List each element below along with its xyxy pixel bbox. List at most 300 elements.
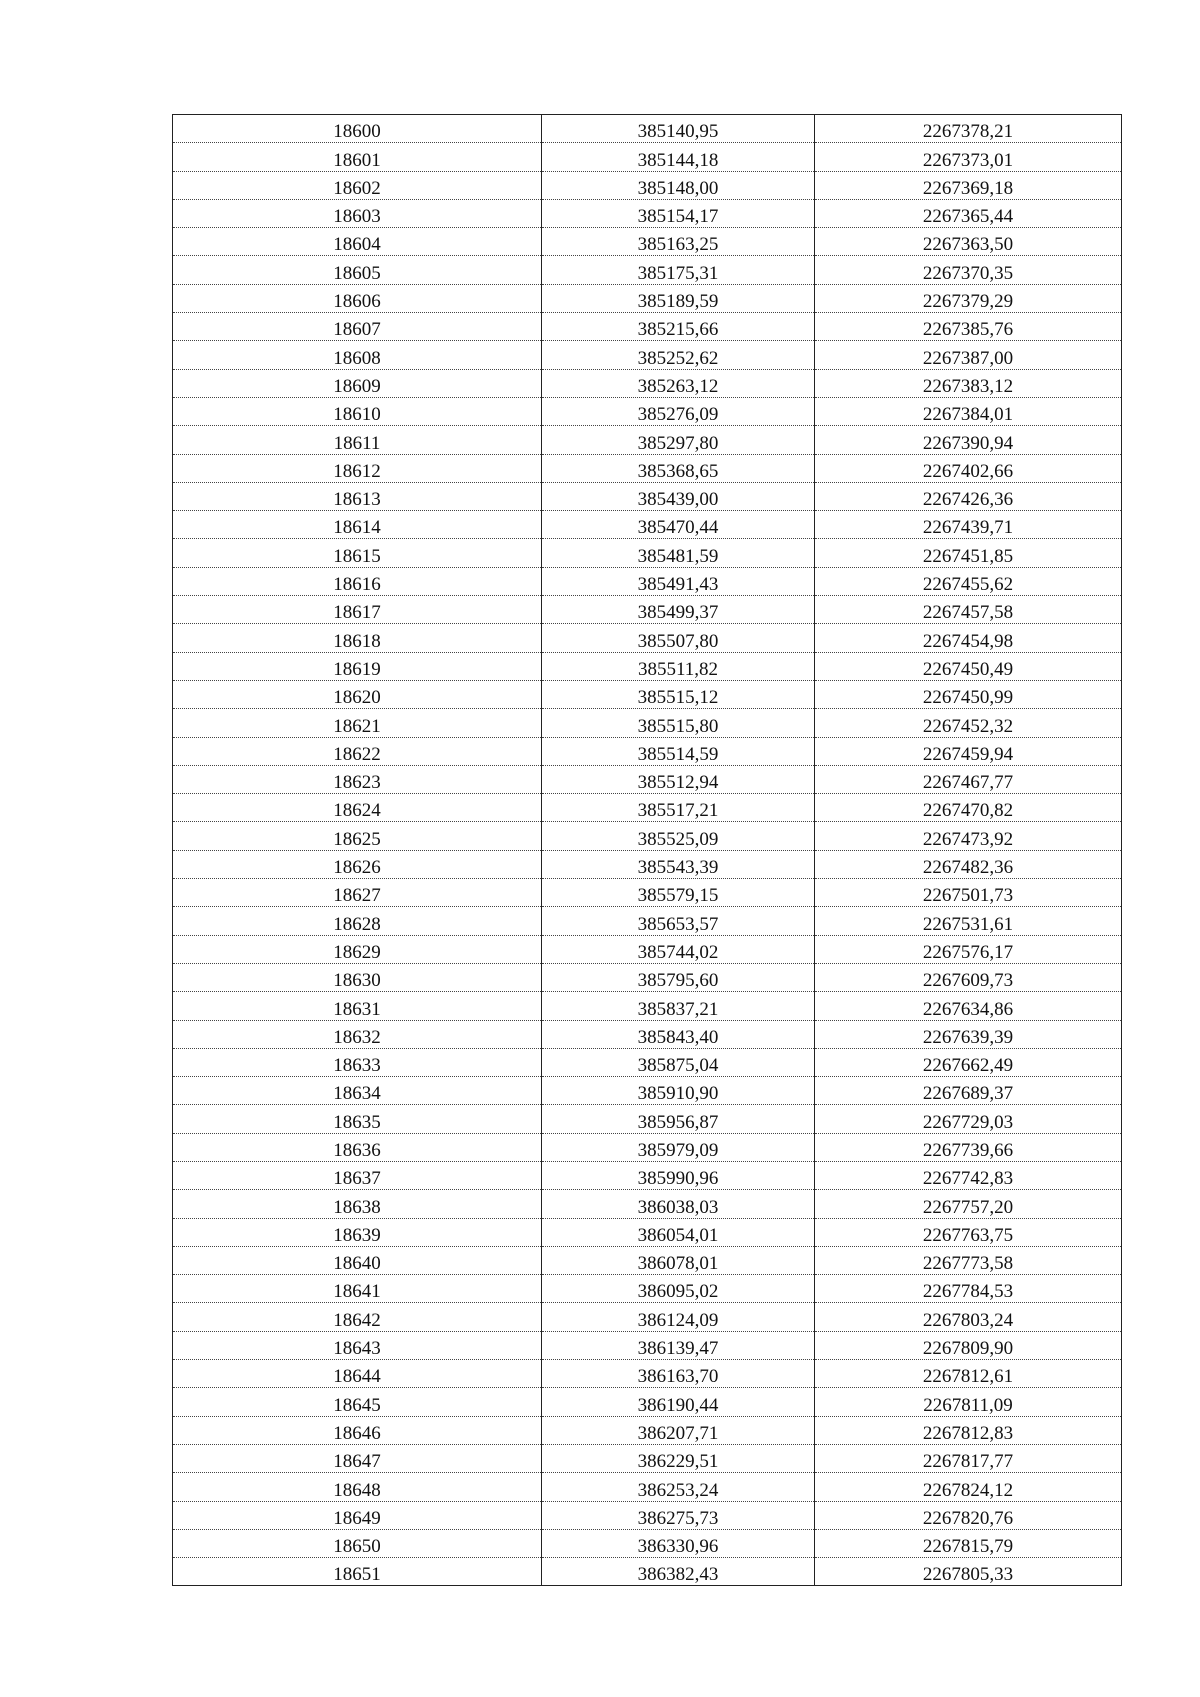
point-number-cell (173, 539, 542, 567)
table-row (173, 596, 1122, 624)
cell-text: 386229,51 (637, 1451, 719, 1473)
point-number-cell (173, 454, 542, 482)
cell-text: 2267365,44 (922, 206, 1014, 228)
table-row (173, 737, 1122, 765)
x-coordinate-cell (542, 454, 815, 482)
cell-text: 2267450,99 (922, 687, 1014, 709)
cell-text: 18612 (333, 460, 381, 482)
cell-text: 385543,39 (637, 857, 719, 879)
cell-text: 18616 (333, 574, 381, 596)
y-coordinate-cell (815, 963, 1122, 991)
x-coordinate-cell (542, 1558, 815, 1586)
cell-text: 385843,40 (637, 1026, 719, 1048)
point-number-cell (173, 369, 542, 397)
cell-text: 18621 (333, 715, 381, 737)
x-coordinate-cell (542, 850, 815, 878)
point-number-cell (173, 1190, 542, 1218)
y-coordinate-cell (815, 850, 1122, 878)
cell-text: 2267812,83 (922, 1422, 1014, 1444)
cell-text: 385514,59 (637, 743, 719, 765)
cell-text: 2267383,12 (922, 375, 1014, 397)
cell-text: 386253,24 (637, 1479, 719, 1501)
x-coordinate-cell (542, 1416, 815, 1444)
point-number-cell (173, 1444, 542, 1472)
cell-text: 2267482,36 (922, 857, 1014, 879)
table-row (173, 143, 1122, 171)
cell-text: 386163,70 (637, 1366, 719, 1388)
x-coordinate-cell (542, 539, 815, 567)
cell-text: 386038,03 (637, 1196, 719, 1218)
cell-text: 385297,80 (637, 432, 719, 454)
x-coordinate-cell (542, 794, 815, 822)
cell-text: 385512,94 (637, 772, 719, 794)
y-coordinate-cell (815, 228, 1122, 256)
cell-text: 2267805,33 (922, 1564, 1014, 1586)
x-coordinate-cell (542, 313, 815, 341)
y-coordinate-cell (815, 1529, 1122, 1557)
cell-text: 18610 (333, 404, 381, 426)
cell-text: 18606 (333, 291, 381, 313)
point-number-cell (173, 935, 542, 963)
y-coordinate-cell (815, 822, 1122, 850)
table-row (173, 1190, 1122, 1218)
x-coordinate-cell (542, 709, 815, 737)
x-coordinate-cell (542, 822, 815, 850)
point-number-cell (173, 482, 542, 510)
cell-text: 18645 (333, 1394, 381, 1416)
table-row (173, 1558, 1122, 1586)
y-coordinate-cell (815, 1020, 1122, 1048)
x-coordinate-cell (542, 1275, 815, 1303)
x-coordinate-cell (542, 1331, 815, 1359)
y-coordinate-cell (815, 341, 1122, 369)
cell-text: 18613 (333, 489, 381, 511)
y-coordinate-cell (815, 1133, 1122, 1161)
point-number-cell (173, 794, 542, 822)
y-coordinate-cell (815, 482, 1122, 510)
point-number-cell (173, 426, 542, 454)
cell-text: 18603 (333, 206, 381, 228)
y-coordinate-cell (815, 1558, 1122, 1586)
cell-text: 18623 (333, 772, 381, 794)
x-coordinate-cell (542, 963, 815, 991)
table-row (173, 199, 1122, 227)
x-coordinate-cell (542, 1444, 815, 1472)
cell-text: 18650 (333, 1536, 381, 1558)
point-number-cell (173, 228, 542, 256)
x-coordinate-cell (542, 1303, 815, 1331)
cell-text: 18638 (333, 1196, 381, 1218)
y-coordinate-cell (815, 1077, 1122, 1105)
cell-text: 18648 (333, 1479, 381, 1501)
table-row (173, 454, 1122, 482)
cell-text: 18624 (333, 800, 381, 822)
y-coordinate-cell (815, 680, 1122, 708)
point-number-cell (173, 1388, 542, 1416)
cell-text: 18625 (333, 828, 381, 850)
cell-text: 386190,44 (637, 1394, 719, 1416)
cell-text: 385990,96 (637, 1168, 719, 1190)
y-coordinate-cell (815, 1105, 1122, 1133)
y-coordinate-cell (815, 1388, 1122, 1416)
y-coordinate-cell (815, 454, 1122, 482)
cell-text: 385744,02 (637, 941, 719, 963)
x-coordinate-cell (542, 369, 815, 397)
y-coordinate-cell (815, 1303, 1122, 1331)
cell-text: 386382,43 (637, 1564, 719, 1586)
point-number-cell (173, 284, 542, 312)
cell-text: 2267739,66 (922, 1139, 1014, 1161)
table-row (173, 1331, 1122, 1359)
y-coordinate-cell (815, 652, 1122, 680)
x-coordinate-cell (542, 1105, 815, 1133)
cell-text: 385154,17 (637, 206, 719, 228)
y-coordinate-cell (815, 879, 1122, 907)
x-coordinate-cell (542, 935, 815, 963)
x-coordinate-cell (542, 652, 815, 680)
cell-text: 2267609,73 (922, 970, 1014, 992)
cell-text: 2267811,09 (923, 1394, 1013, 1416)
y-coordinate-cell (815, 1501, 1122, 1529)
cell-text: 385144,18 (637, 149, 719, 171)
cell-text: 18627 (333, 885, 381, 907)
cell-text: 2267451,85 (922, 545, 1014, 567)
cell-text: 18647 (333, 1451, 381, 1473)
y-coordinate-cell (815, 426, 1122, 454)
table-row (173, 879, 1122, 907)
table-row (173, 907, 1122, 935)
point-number-cell (173, 709, 542, 737)
table-row (173, 1303, 1122, 1331)
point-number-cell (173, 143, 542, 171)
cell-text: 18632 (333, 1026, 381, 1048)
cell-text: 385439,00 (637, 489, 719, 511)
table-row (173, 992, 1122, 1020)
table-row (173, 567, 1122, 595)
cell-text: 2267384,01 (922, 404, 1014, 426)
cell-text: 385511,82 (637, 658, 719, 680)
cell-text: 2267370,35 (922, 262, 1014, 284)
x-coordinate-cell (542, 426, 815, 454)
cell-text: 18633 (333, 1055, 381, 1077)
table-row (173, 1105, 1122, 1133)
point-number-cell (173, 567, 542, 595)
cell-text: 385252,62 (637, 347, 719, 369)
cell-text: 385163,25 (637, 234, 719, 256)
cell-text: 2267757,20 (922, 1196, 1014, 1218)
point-number-cell (173, 850, 542, 878)
cell-text: 385215,66 (637, 319, 719, 341)
y-coordinate-cell (815, 1416, 1122, 1444)
cell-text: 18651 (333, 1564, 381, 1586)
y-coordinate-cell (815, 1048, 1122, 1076)
table-row (173, 765, 1122, 793)
table-row (173, 1048, 1122, 1076)
table-row (173, 1275, 1122, 1303)
cell-text: 18619 (333, 658, 381, 680)
cell-text: 385910,90 (637, 1083, 719, 1105)
x-coordinate-cell (542, 115, 815, 143)
y-coordinate-cell (815, 1331, 1122, 1359)
cell-text: 2267639,39 (922, 1026, 1014, 1048)
cell-text: 2267742,83 (922, 1168, 1014, 1190)
y-coordinate-cell (815, 115, 1122, 143)
x-coordinate-cell (542, 879, 815, 907)
cell-text: 385368,65 (637, 460, 719, 482)
cell-text: 18609 (333, 375, 381, 397)
cell-text: 18615 (333, 545, 381, 567)
point-number-cell (173, 1275, 542, 1303)
point-number-cell (173, 171, 542, 199)
cell-text: 2267803,24 (922, 1309, 1014, 1331)
y-coordinate-cell (815, 624, 1122, 652)
cell-text: 18644 (333, 1366, 381, 1388)
y-coordinate-cell (815, 171, 1122, 199)
table-row (173, 341, 1122, 369)
table-row (173, 1388, 1122, 1416)
cell-text: 18607 (333, 319, 381, 341)
point-number-cell (173, 1331, 542, 1359)
point-number-cell (173, 1048, 542, 1076)
cell-text: 385515,80 (637, 715, 719, 737)
y-coordinate-cell (815, 1246, 1122, 1274)
table-row (173, 171, 1122, 199)
cell-text: 2267402,66 (922, 460, 1014, 482)
y-coordinate-cell (815, 1218, 1122, 1246)
cell-text: 18614 (333, 517, 381, 539)
cell-text: 386275,73 (637, 1507, 719, 1529)
x-coordinate-cell (542, 907, 815, 935)
cell-text: 385979,09 (637, 1139, 719, 1161)
point-number-cell (173, 963, 542, 991)
cell-text: 2267689,37 (922, 1083, 1014, 1105)
point-number-cell (173, 341, 542, 369)
cell-text: 385956,87 (637, 1111, 719, 1133)
cell-text: 2267452,32 (922, 715, 1014, 737)
cell-text: 2267662,49 (922, 1055, 1014, 1077)
table-row (173, 1133, 1122, 1161)
cell-text: 2267379,29 (922, 291, 1014, 313)
y-coordinate-cell (815, 1360, 1122, 1388)
point-number-cell (173, 737, 542, 765)
cell-text: 385517,21 (637, 800, 719, 822)
table-row (173, 963, 1122, 991)
x-coordinate-cell (542, 1190, 815, 1218)
point-number-cell (173, 1501, 542, 1529)
cell-text: 386139,47 (637, 1338, 719, 1360)
cell-text: 18646 (333, 1422, 381, 1444)
x-coordinate-cell (542, 624, 815, 652)
cell-text: 386330,96 (637, 1536, 719, 1558)
cell-text: 386078,01 (637, 1253, 719, 1275)
y-coordinate-cell (815, 794, 1122, 822)
cell-text: 18643 (333, 1338, 381, 1360)
x-coordinate-cell (542, 1077, 815, 1105)
cell-text: 2267815,79 (922, 1536, 1014, 1558)
cell-text: 2267473,92 (922, 828, 1014, 850)
point-number-cell (173, 1529, 542, 1557)
table-row (173, 1077, 1122, 1105)
y-coordinate-cell (815, 256, 1122, 284)
cell-text: 385837,21 (637, 998, 719, 1020)
point-number-cell (173, 1020, 542, 1048)
y-coordinate-cell (815, 935, 1122, 963)
y-coordinate-cell (815, 1190, 1122, 1218)
point-number-cell (173, 1218, 542, 1246)
cell-text: 18601 (333, 149, 381, 171)
y-coordinate-cell (815, 992, 1122, 1020)
x-coordinate-cell (542, 341, 815, 369)
cell-text: 2267634,86 (922, 998, 1014, 1020)
table-row (173, 1529, 1122, 1557)
x-coordinate-cell (542, 1388, 815, 1416)
point-number-cell (173, 907, 542, 935)
table-row (173, 1416, 1122, 1444)
cell-text: 2267784,53 (922, 1281, 1014, 1303)
cell-text: 18600 (333, 121, 381, 143)
point-number-cell (173, 822, 542, 850)
x-coordinate-cell (542, 482, 815, 510)
coordinates-table-body (173, 115, 1122, 1586)
y-coordinate-cell (815, 596, 1122, 624)
x-coordinate-cell (542, 567, 815, 595)
table-row (173, 794, 1122, 822)
point-number-cell (173, 1416, 542, 1444)
cell-text: 2267820,76 (922, 1507, 1014, 1529)
cell-text: 18635 (333, 1111, 381, 1133)
cell-text: 385276,09 (637, 404, 719, 426)
y-coordinate-cell (815, 765, 1122, 793)
table-row (173, 624, 1122, 652)
point-number-cell (173, 199, 542, 227)
table-row (173, 313, 1122, 341)
table-row (173, 482, 1122, 510)
cell-text: 2267426,36 (922, 489, 1014, 511)
cell-text: 385579,15 (637, 885, 719, 907)
table-row (173, 397, 1122, 425)
cell-text: 385653,57 (637, 913, 719, 935)
cell-text: 385175,31 (637, 262, 719, 284)
cell-text: 18602 (333, 177, 381, 199)
table-row (173, 369, 1122, 397)
x-coordinate-cell (542, 171, 815, 199)
y-coordinate-cell (815, 199, 1122, 227)
table-row (173, 709, 1122, 737)
cell-text: 385499,37 (637, 602, 719, 624)
cell-text: 385507,80 (637, 630, 719, 652)
cell-text: 2267378,21 (922, 121, 1014, 143)
x-coordinate-cell (542, 596, 815, 624)
y-coordinate-cell (815, 1444, 1122, 1472)
table-row (173, 1360, 1122, 1388)
cell-text: 385140,95 (637, 121, 719, 143)
table-row (173, 284, 1122, 312)
table-row (173, 228, 1122, 256)
cell-text: 2267817,77 (922, 1451, 1014, 1473)
x-coordinate-cell (542, 1048, 815, 1076)
point-number-cell (173, 624, 542, 652)
cell-text: 385491,43 (637, 574, 719, 596)
cell-text: 18611 (333, 432, 381, 454)
cell-text: 385795,60 (637, 970, 719, 992)
point-number-cell (173, 596, 542, 624)
point-number-cell (173, 1105, 542, 1133)
cell-text: 2267455,62 (922, 574, 1014, 596)
cell-text: 386054,01 (637, 1224, 719, 1246)
point-number-cell (173, 1473, 542, 1501)
cell-text: 18639 (333, 1224, 381, 1246)
cell-text: 2267470,82 (922, 800, 1014, 822)
x-coordinate-cell (542, 511, 815, 539)
table-row (173, 935, 1122, 963)
cell-text: 18636 (333, 1139, 381, 1161)
cell-text: 18640 (333, 1253, 381, 1275)
cell-text: 2267385,76 (922, 319, 1014, 341)
x-coordinate-cell (542, 737, 815, 765)
cell-text: 385481,59 (637, 545, 719, 567)
table-row (173, 1161, 1122, 1189)
cell-text: 2267373,01 (922, 149, 1014, 171)
x-coordinate-cell (542, 228, 815, 256)
cell-text: 385148,00 (637, 177, 719, 199)
cell-text: 18642 (333, 1309, 381, 1331)
cell-text: 18605 (333, 262, 381, 284)
x-coordinate-cell (542, 765, 815, 793)
cell-text: 18634 (333, 1083, 381, 1105)
table-row (173, 1501, 1122, 1529)
cell-text: 18630 (333, 970, 381, 992)
table-row (173, 511, 1122, 539)
point-number-cell (173, 256, 542, 284)
cell-text: 386095,02 (637, 1281, 719, 1303)
y-coordinate-cell (815, 397, 1122, 425)
cell-text: 2267459,94 (922, 743, 1014, 765)
table-row (173, 1444, 1122, 1472)
cell-text: 2267450,49 (922, 658, 1014, 680)
cell-text: 2267824,12 (922, 1479, 1014, 1501)
point-number-cell (173, 397, 542, 425)
point-number-cell (173, 1303, 542, 1331)
x-coordinate-cell (542, 1246, 815, 1274)
coordinates-table (172, 114, 1122, 1586)
cell-text: 385525,09 (637, 828, 719, 850)
table-row (173, 652, 1122, 680)
cell-text: 2267369,18 (922, 177, 1014, 199)
cell-text: 18641 (333, 1281, 381, 1303)
cell-text: 2267439,71 (922, 517, 1014, 539)
table-row (173, 1020, 1122, 1048)
point-number-cell (173, 1077, 542, 1105)
x-coordinate-cell (542, 143, 815, 171)
cell-text: 386124,09 (637, 1309, 719, 1331)
cell-text: 2267531,61 (922, 913, 1014, 935)
cell-text: 385263,12 (637, 375, 719, 397)
x-coordinate-cell (542, 1020, 815, 1048)
y-coordinate-cell (815, 567, 1122, 595)
x-coordinate-cell (542, 1360, 815, 1388)
point-number-cell (173, 1360, 542, 1388)
point-number-cell (173, 1558, 542, 1586)
x-coordinate-cell (542, 1218, 815, 1246)
cell-text: 18622 (333, 743, 381, 765)
cell-text: 2267454,98 (922, 630, 1014, 652)
cell-text: 18649 (333, 1507, 381, 1529)
cell-text: 2267501,73 (922, 885, 1014, 907)
cell-text: 2267387,00 (922, 347, 1014, 369)
cell-text: 18637 (333, 1168, 381, 1190)
x-coordinate-cell (542, 1529, 815, 1557)
table-row (173, 1473, 1122, 1501)
